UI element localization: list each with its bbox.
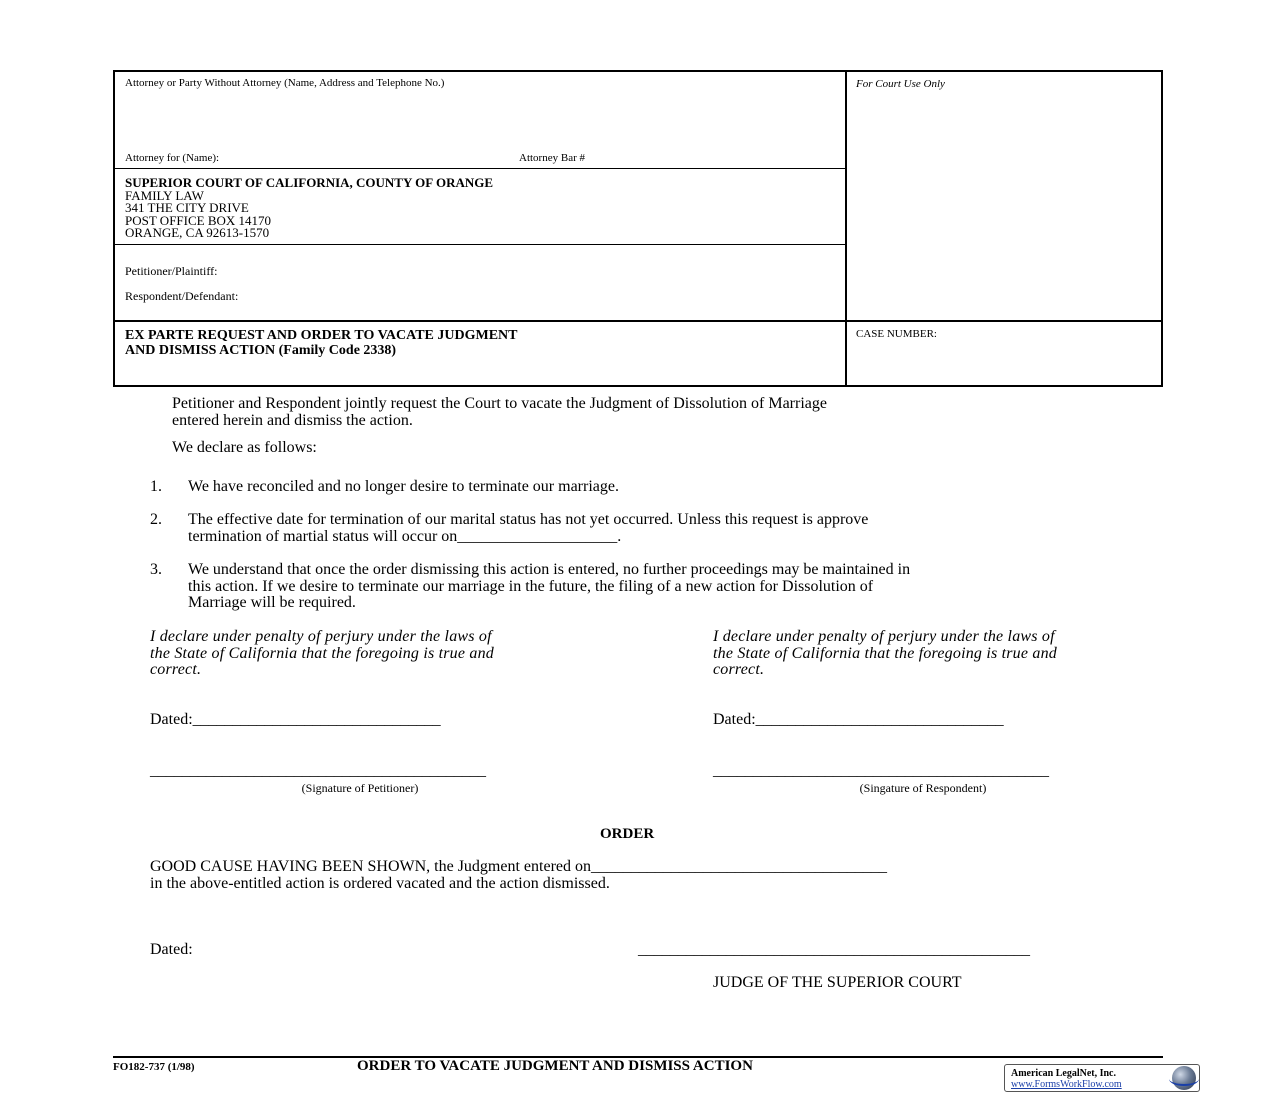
perjury-right-line2: the State of California that the foregoing is true and	[713, 644, 1057, 662]
respondent-signature-line[interactable]: __________________________________________	[713, 762, 1049, 779]
attorney-bar-label: Attorney Bar #	[519, 152, 585, 164]
item-3-number: 3.	[150, 561, 162, 578]
perjury-left-line3: correct.	[150, 661, 202, 678]
dated-respondent-field[interactable]: Dated:_______________________________	[713, 711, 1004, 728]
footer-title: ORDER TO VACATE JUDGMENT AND DISMISS ACTION	[357, 1058, 753, 1074]
court-name: SUPERIOR COURT OF CALIFORNIA, COUNTY OF ORANGE	[125, 175, 494, 190]
petitioner-signature-line[interactable]: __________________________________________	[150, 762, 486, 779]
court-address-divider	[113, 244, 846, 245]
court-division: FAMILY LAW	[125, 187, 204, 203]
respondent-signature-caption: (Singature of Respondent)	[859, 781, 987, 795]
item-1-number: 1.	[150, 478, 162, 495]
case-number-label: CASE NUMBER:	[856, 328, 937, 340]
attorney-section-divider	[113, 168, 846, 169]
item-3-line2: this action. If we desire to terminate our marriage in the future, the filing of a new action for Dissolution of	[188, 577, 874, 595]
court-use-divider	[845, 70, 847, 387]
item-2-number: 2.	[150, 511, 162, 528]
intro-line1: Petitioner and Respondent jointly request the Court to vacate the Judgment of Dissolution of Marriage	[172, 395, 827, 412]
intro-line2: entered herein and dismiss the action.	[172, 411, 413, 429]
court-city: ORANGE, CA 92613-1570	[125, 225, 270, 240]
swoosh-icon	[1169, 1072, 1199, 1086]
respondent-label: Respondent/Defendant:	[125, 289, 239, 303]
item-2-line2: termination of martial status will occur on____________________.	[188, 527, 622, 545]
order-dated-label: Dated:	[150, 941, 193, 958]
petitioner-signature-caption: (Signature of Petitioner)	[301, 781, 419, 795]
court-po-box: POST OFFICE BOX 14170	[125, 212, 272, 228]
court-street: 341 THE CITY DRIVE	[125, 200, 249, 215]
order-line2: in the above-entitled action is ordered vacated and the action dismissed.	[150, 874, 610, 892]
perjury-right-line1: I declare under penalty of perjury under the laws of	[713, 628, 1055, 645]
court-use-label: For Court Use Only	[856, 78, 945, 90]
intro-paragraph	[172, 396, 827, 429]
order-heading: ORDER	[600, 826, 655, 842]
order-paragraph	[150, 859, 887, 892]
item-3-line3: Marriage will be required.	[188, 594, 356, 611]
title-row-divider	[113, 320, 1163, 322]
perjury-declaration-left	[150, 629, 494, 679]
item-1-line1: We have reconciled and no longer desire to terminate our marriage.	[188, 478, 619, 495]
item-3-text	[188, 562, 910, 612]
form-title-line1: EX PARTE REQUEST AND ORDER TO VACATE JUDGMENT	[125, 328, 518, 343]
item-2-line1: The effective date for termination of our marital status has not yet occurred. Unless this request is approve	[188, 511, 869, 528]
item-1-text	[188, 479, 619, 496]
attorney-for-label: Attorney for (Name):	[125, 152, 220, 164]
logo-url-link[interactable]: www.FormsWorkFlow.com	[1011, 1079, 1122, 1090]
order-line1: GOOD CAUSE HAVING BEEN SHOWN, the Judgment entered on_____________________________________	[150, 858, 887, 875]
petitioner-label: Petitioner/Plaintiff:	[125, 264, 218, 278]
perjury-left-line1: I declare under penalty of perjury under the laws of	[150, 628, 492, 645]
item-2-text	[188, 512, 868, 545]
item-3-line1: We understand that once the order dismissing this action is entered, no further proceedings may be maintained in	[188, 561, 911, 578]
perjury-right-line3: correct.	[713, 661, 765, 678]
perjury-left-line2: the State of California that the foregoing is true and	[150, 644, 494, 662]
judge-label: JUDGE OF THE SUPERIOR COURT	[713, 974, 962, 991]
declare-heading: We declare as follows:	[172, 439, 317, 456]
perjury-declaration-right	[713, 629, 1057, 679]
form-title	[125, 328, 518, 358]
form-title-line2: AND DISMISS ACTION (Family Code 2338)	[125, 343, 397, 358]
form-number: FO182-737 (1/98)	[113, 1061, 195, 1073]
american-legalnet-logo[interactable]	[1004, 1064, 1200, 1092]
attorney-label: Attorney or Party Without Attorney (Name, Address and Telephone No.)	[125, 77, 445, 89]
judge-signature-line[interactable]: _________________________________________________	[638, 941, 1030, 958]
dated-petitioner-field[interactable]: Dated:_______________________________	[150, 711, 441, 728]
court-address-block	[125, 177, 493, 240]
logo-company-name: American LegalNet, Inc.	[1011, 1068, 1116, 1079]
